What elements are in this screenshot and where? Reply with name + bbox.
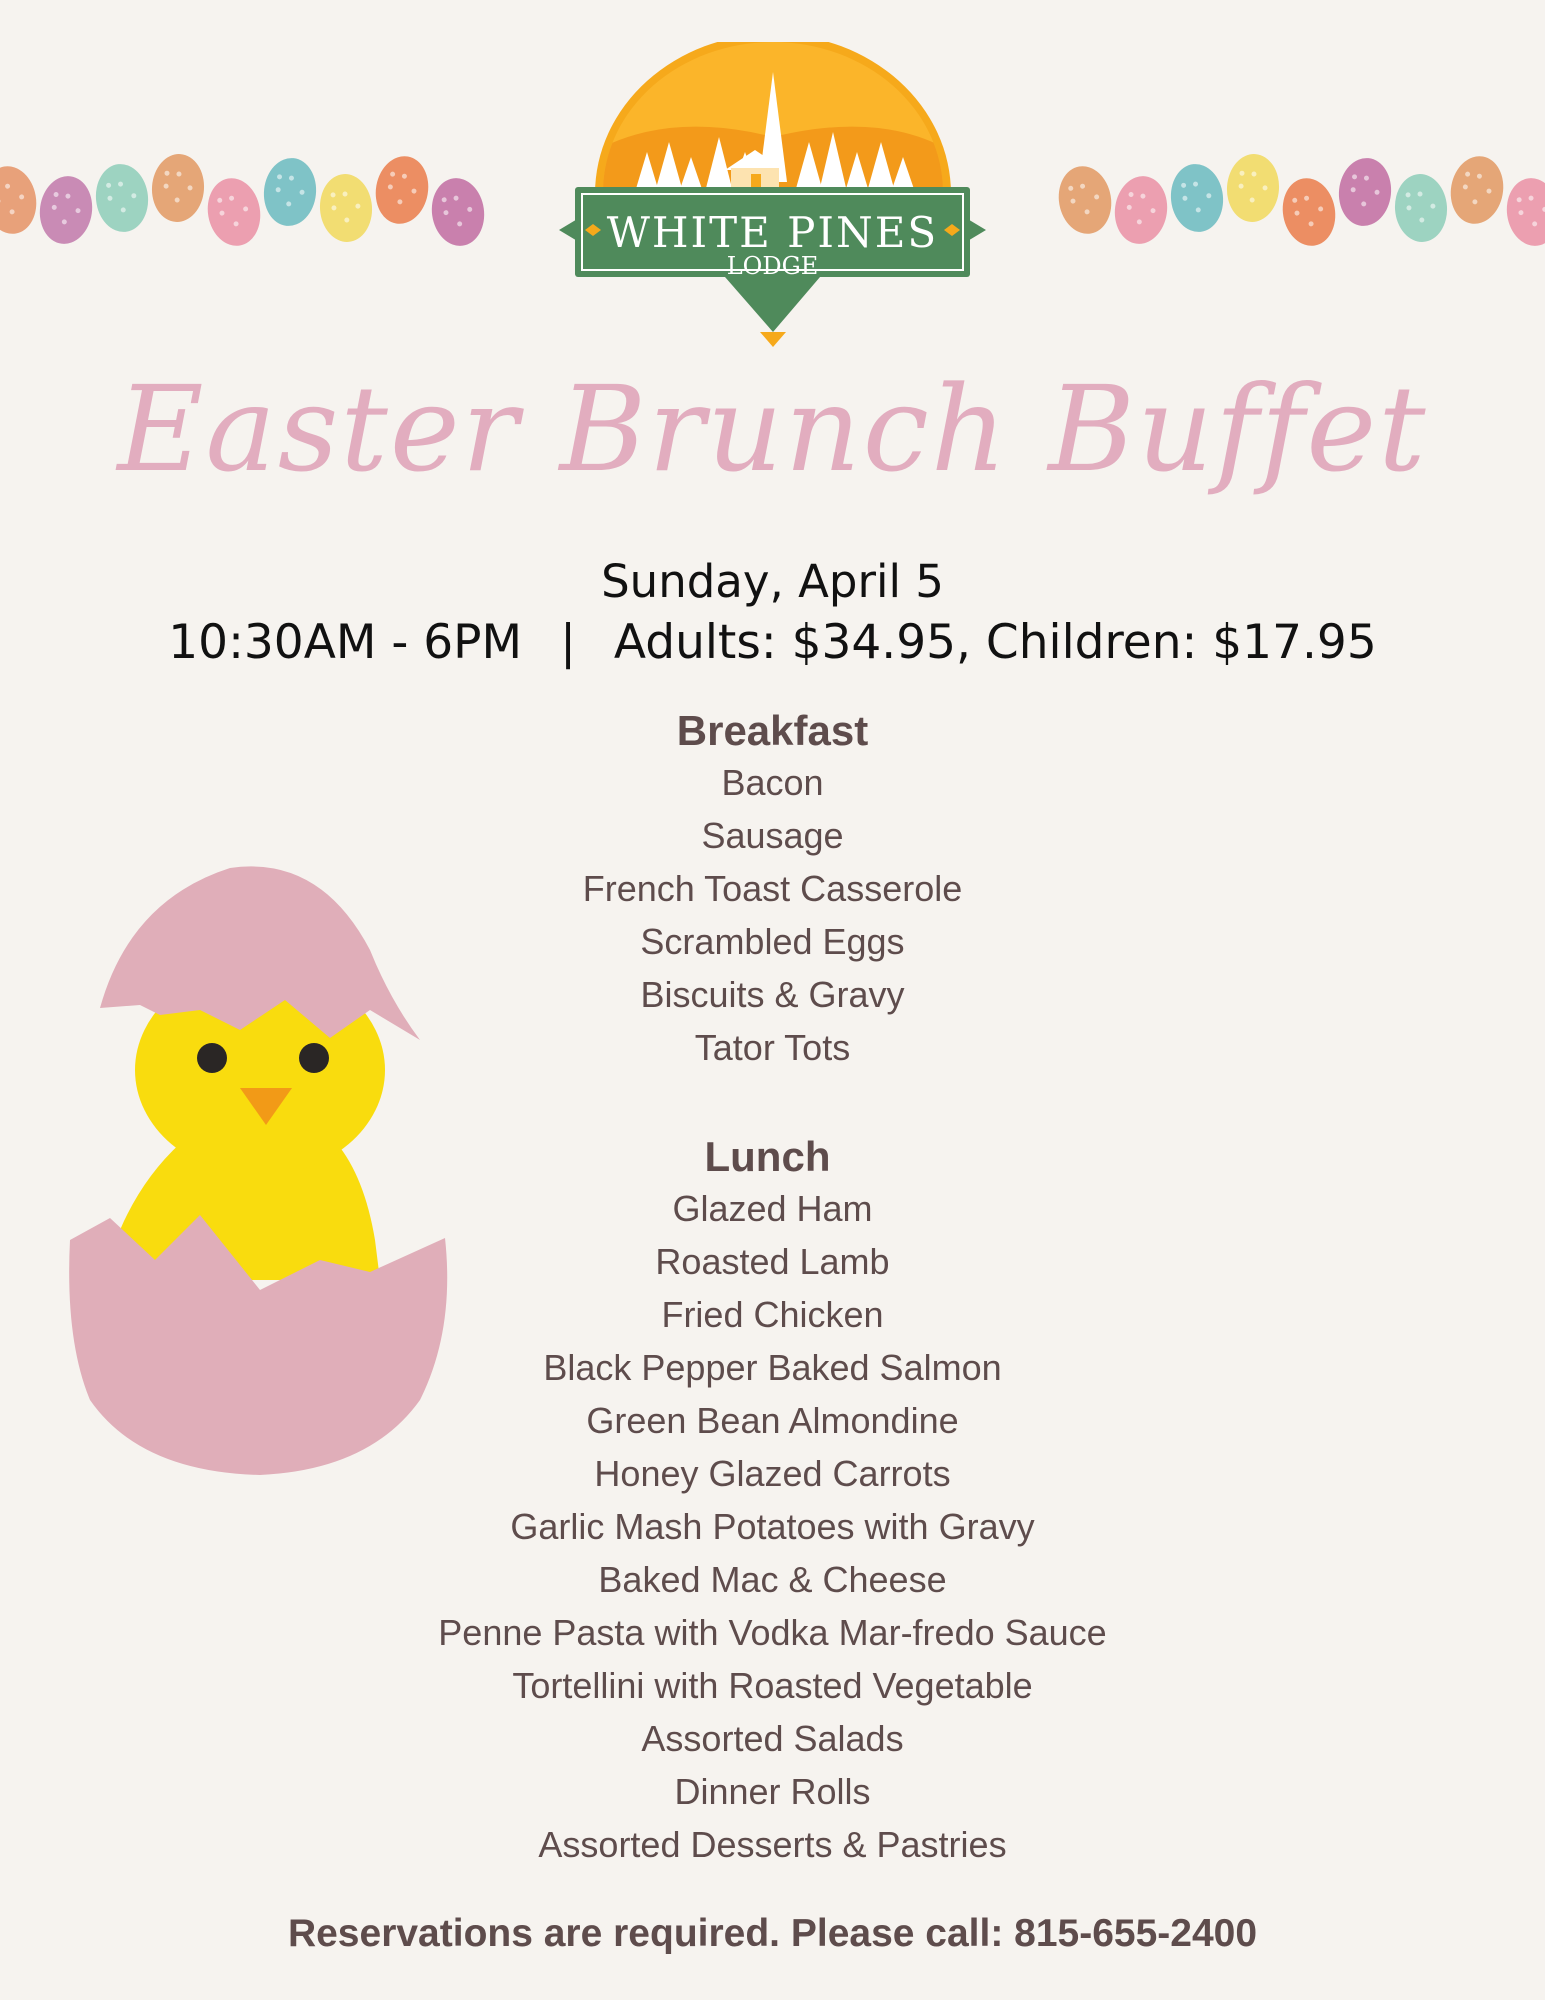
menu-item: Garlic Mash Potatoes with Gravy — [510, 1506, 1035, 1547]
reservation-notice: Reservations are required. Please call: 815-655-2400 — [287, 1912, 1258, 1955]
easter-egg-icon — [1503, 175, 1545, 250]
event-prices: Adults: $34.95, Children: $17.95 — [613, 615, 1377, 670]
easter-egg-icon — [150, 152, 207, 223]
easter-egg-icon — [202, 174, 265, 250]
menu-item: French Toast Casserole — [582, 868, 963, 909]
easter-egg-icon — [1225, 152, 1282, 223]
easter-egg-icon — [318, 172, 375, 243]
easter-egg-icon — [428, 175, 489, 250]
logo-subname: LODGE — [726, 252, 819, 280]
easter-egg-icon — [0, 162, 42, 238]
menu-item: Glazed Ham — [672, 1188, 873, 1229]
menu-item: Scrambled Eggs — [640, 921, 905, 962]
menu-item: Bacon — [721, 762, 824, 803]
page-title: Easter Brunch Buffet — [117, 360, 1428, 498]
eggshell-top — [100, 866, 420, 1040]
menu-item: Dinner Rolls — [674, 1771, 871, 1812]
menu-item: Tortellini with Roasted Vegetable — [512, 1665, 1033, 1706]
easter-egg-icon — [1168, 161, 1227, 234]
menu-item: Roasted Lamb — [655, 1241, 890, 1282]
easter-eggs-decoration — [1065, 140, 1545, 270]
section-heading: Breakfast — [676, 707, 869, 754]
chick-eye-icon — [299, 1043, 329, 1073]
easter-egg-icon — [1277, 174, 1340, 250]
easter-egg-icon — [1053, 162, 1116, 238]
separator: | — [560, 615, 576, 670]
easter-egg-icon — [1336, 155, 1395, 228]
menu-item: Black Pepper Baked Salmon — [543, 1347, 1002, 1388]
menu-item: Honey Glazed Carrots — [594, 1453, 951, 1494]
menu-item: Penne Pasta with Vodka Mar-fredo Sauce — [438, 1612, 1107, 1653]
easter-egg-icon — [1445, 152, 1508, 228]
easter-egg-icon — [1393, 172, 1450, 243]
egg-garland-right — [1065, 140, 1545, 270]
menu-item: Biscuits & Gravy — [640, 974, 905, 1015]
easter-egg-icon — [370, 152, 433, 228]
egg-garland-left — [0, 140, 480, 270]
logo-name: WHITE PINES — [606, 208, 939, 257]
easter-egg-icon — [261, 155, 320, 228]
white-pines-lodge-logo — [555, 42, 990, 347]
easter-egg-icon — [1111, 173, 1172, 248]
menu-item: Green Bean Almondine — [586, 1400, 959, 1441]
menu-item: Assorted Desserts & Pastries — [538, 1824, 1007, 1865]
menu-item: Tator Tots — [694, 1027, 851, 1068]
easter-eggs-decoration — [0, 140, 480, 270]
section-heading: Lunch — [704, 1133, 831, 1180]
chick-eye-icon — [197, 1043, 227, 1073]
menu-item: Baked Mac & Cheese — [598, 1559, 947, 1600]
menu-item: Fried Chicken — [661, 1294, 884, 1335]
menu-item: Assorted Salads — [641, 1718, 904, 1759]
event-hours: 10:30AM - 6PM — [168, 615, 523, 670]
easter-chick-illustration — [60, 860, 460, 1480]
hours-and-prices — [0, 615, 1545, 670]
event-date: Sunday, April 5 — [601, 555, 944, 608]
menu-item: Sausage — [701, 815, 844, 856]
easter-egg-icon — [36, 173, 97, 248]
easter-egg-icon — [93, 161, 152, 234]
